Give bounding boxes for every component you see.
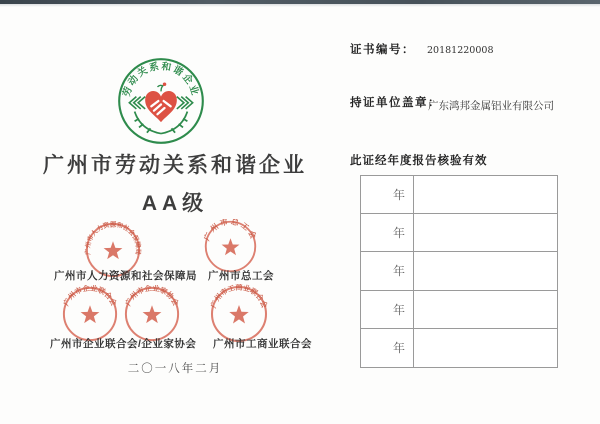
seal-enterprise-confed [61, 285, 119, 343]
verification-blank-cell [414, 291, 557, 328]
seal-arc-text: 广州市总工会 [203, 219, 258, 243]
table-row [361, 329, 557, 367]
seal-arc-text: 广州市企业家协会 [123, 285, 181, 308]
emblem-arc-text: 劳动关系和谐企业 [121, 61, 201, 99]
scan-edge-shadow [0, 4, 600, 7]
table-row [361, 291, 557, 329]
holder-seal-label: 持证单位盖章： [350, 97, 441, 109]
seal-arc-text: 广州市人力资源和社会保障局 [84, 221, 142, 256]
verification-blank-cell [414, 252, 557, 289]
year-cell-label: 年 [361, 176, 414, 213]
holder-company-name: 广东鸿邦金属铝业有限公司 [428, 100, 554, 112]
verification-blank-cell [414, 214, 557, 251]
cert-number-value: 20181220008 [427, 45, 494, 56]
harmony-emblem-icon [117, 57, 205, 145]
seal-label-enterprise: 广州市企业联合会/企业家协会 [50, 338, 197, 350]
annual-verification-table [360, 175, 558, 368]
year-cell-label: 年 [361, 252, 414, 289]
table-row [361, 176, 557, 214]
emblem-heart-icon [145, 91, 177, 122]
seal-entrepreneurs-assoc [123, 285, 181, 343]
certificate-grade: AA级 [141, 192, 209, 215]
svg-text:劳动关系和谐企业 [120, 59, 203, 98]
seal-label-industry-commerce: 广州市工商业联合会 [213, 338, 312, 350]
table-row [361, 214, 557, 252]
seal-industry-commerce [209, 284, 269, 344]
seal-arc-text: 广州市企业联合会 [61, 285, 119, 308]
seal-label-trade-union: 广州市总工会 [208, 270, 274, 282]
verification-blank-cell [414, 176, 557, 213]
table-row [361, 252, 557, 290]
annual-verification-note: 此证经年度报告核验有效 [350, 155, 488, 167]
issue-date: 二〇一八年二月 [127, 363, 223, 375]
certificate-title: 广州市劳动关系和谐企业 [43, 154, 307, 177]
year-cell-label: 年 [361, 291, 414, 328]
year-cell-label: 年 [361, 214, 414, 251]
emblem-bud-icon [163, 83, 167, 87]
seal-label-hr-bureau: 广州市人力资源和社会保障局 [54, 270, 197, 282]
emblem-sprout-icon [157, 85, 163, 91]
cert-number-label: 证书编号： [350, 44, 415, 56]
verification-blank-cell [414, 329, 557, 367]
year-cell-label: 年 [361, 329, 414, 367]
seal-trade-union [203, 219, 258, 274]
seal-arc-text: 广州市工商业联合会 [209, 284, 269, 310]
